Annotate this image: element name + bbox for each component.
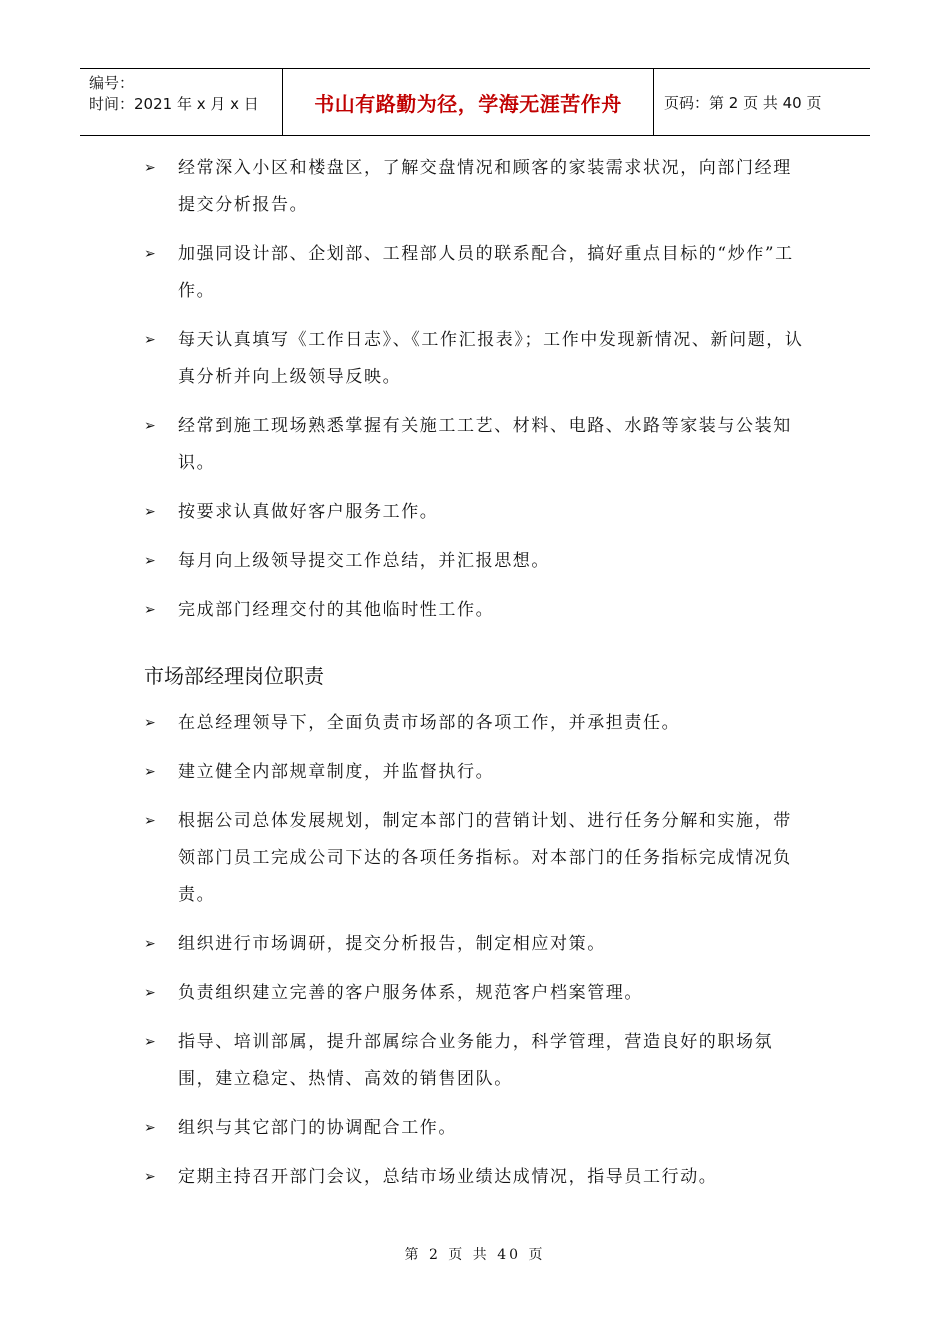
list-gap xyxy=(144,310,809,322)
header-motto: 书山有路勤为径，学海无涯苦作舟 xyxy=(282,69,654,135)
list-item-text: 每天认真填写《工作日志》、《工作汇报表》；工作中发现新情况、新问题，认真分析并向上级领导反映。 xyxy=(178,330,804,387)
arrow-bullet-icon: ➢ xyxy=(144,553,158,569)
arrow-bullet-icon: ➢ xyxy=(144,715,158,731)
arrow-bullet-icon: ➢ xyxy=(144,1169,158,1185)
list-gap xyxy=(144,531,809,543)
number-label: 编号： xyxy=(89,74,135,92)
list-item-text: 指导、培训部属，提升部属综合业务能力，科学管理，营造良好的职场氛围，建立稳定、热情、高效的销售团队。 xyxy=(178,1032,774,1089)
arrow-bullet-icon: ➢ xyxy=(144,1034,158,1050)
list-item xyxy=(144,322,809,396)
header-meta xyxy=(80,69,282,135)
duty-list-1 xyxy=(144,150,809,629)
list-gap xyxy=(144,791,809,803)
list-item xyxy=(144,1024,809,1098)
time-label: 时间：2021 年 x 月 x 日 xyxy=(89,95,259,113)
arrow-bullet-icon: ➢ xyxy=(144,1120,158,1136)
list-item-text: 根据公司总体发展规划，制定本部门的营销计划、进行任务分解和实施，带领部门员工完成公司下达的各项任务指标。对本部门的任务指标完成情况负责。 xyxy=(178,811,792,905)
list-item-text: 组织进行市场调研，提交分析报告，制定相应对策。 xyxy=(178,934,606,954)
arrow-bullet-icon: ➢ xyxy=(144,332,158,348)
list-gap xyxy=(144,1147,809,1159)
list-item-text: 加强同设计部、企划部、工程部人员的联系配合，搞好重点目标的“炒作”工作。 xyxy=(178,244,794,301)
list-item xyxy=(144,705,809,742)
list-item-text: 经常到施工现场熟悉掌握有关施工工艺、材料、电路、水路等家装与公装知识。 xyxy=(178,416,792,473)
list-item-text: 定期主持召开部门会议，总结市场业绩达成情况，指导员工行动。 xyxy=(178,1167,718,1187)
list-gap xyxy=(144,963,809,975)
list-item xyxy=(144,1110,809,1147)
arrow-bullet-icon: ➢ xyxy=(144,602,158,618)
page-footer: 第 2 页 共 40 页 xyxy=(404,1247,546,1263)
list-item xyxy=(144,494,809,531)
arrow-bullet-icon: ➢ xyxy=(144,764,158,780)
list-item-text: 组织与其它部门的协调配合工作。 xyxy=(178,1118,457,1138)
list-item-text: 经常深入小区和楼盘区，了解交盘情况和顾客的家装需求状况，向部门经理提交分析报告。 xyxy=(178,158,792,215)
arrow-bullet-icon: ➢ xyxy=(144,936,158,952)
list-gap xyxy=(144,742,809,754)
list-item xyxy=(144,408,809,482)
list-item-text: 建立健全内部规章制度，并监督执行。 xyxy=(178,762,495,782)
list-item-text: 完成部门经理交付的其他临时性工作。 xyxy=(178,600,495,620)
document-body xyxy=(144,150,809,1196)
arrow-bullet-icon: ➢ xyxy=(144,418,158,434)
duty-list-2 xyxy=(144,705,809,1196)
arrow-bullet-icon: ➢ xyxy=(144,246,158,262)
list-gap xyxy=(144,1098,809,1110)
list-item-text: 负责组织建立完善的客户服务体系，规范客户档案管理。 xyxy=(178,983,643,1003)
list-item-text: 在总经理领导下，全面负责市场部的各项工作，并承担责任。 xyxy=(178,713,681,733)
list-item-text: 按要求认真做好客户服务工作。 xyxy=(178,502,439,522)
list-gap xyxy=(144,396,809,408)
section-title: 市场部经理岗位职责 xyxy=(144,664,324,688)
arrow-bullet-icon: ➢ xyxy=(144,985,158,1001)
arrow-bullet-icon: ➢ xyxy=(144,813,158,829)
list-item xyxy=(144,975,809,1012)
arrow-bullet-icon: ➢ xyxy=(144,160,158,176)
page-header xyxy=(80,68,870,136)
list-item xyxy=(144,754,809,791)
arrow-bullet-icon: ➢ xyxy=(144,504,158,520)
list-item xyxy=(144,236,809,310)
list-item xyxy=(144,150,809,224)
header-page-info: 页码：第 2 页 共 40 页 xyxy=(664,93,822,112)
list-item xyxy=(144,803,809,914)
list-item xyxy=(144,1159,809,1196)
list-item xyxy=(144,592,809,629)
list-gap xyxy=(144,914,809,926)
list-item xyxy=(144,543,809,580)
list-gap xyxy=(144,1012,809,1024)
list-gap xyxy=(144,580,809,592)
list-item xyxy=(144,926,809,963)
list-item-text: 每月向上级领导提交工作总结，并汇报思想。 xyxy=(178,551,550,571)
list-gap xyxy=(144,482,809,494)
list-gap xyxy=(144,224,809,236)
